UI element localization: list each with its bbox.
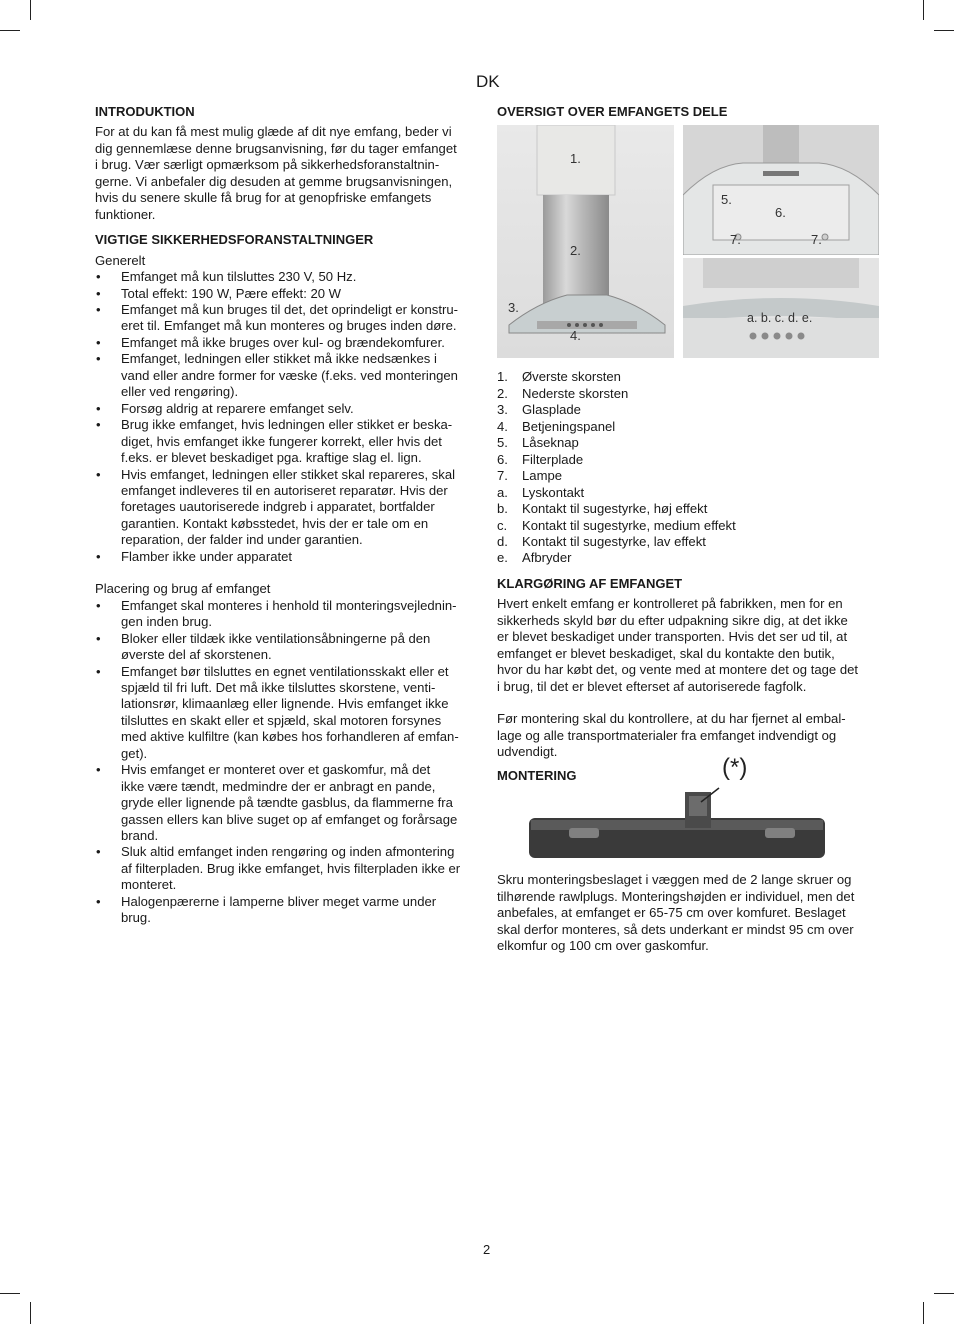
- control-panel-illustration: [683, 258, 879, 358]
- callout-label: 3.: [508, 300, 519, 316]
- list-item: • Flamber ikke under apparatet: [95, 549, 481, 565]
- list-item: e. Afbryder: [497, 550, 572, 566]
- list-item: • Brug ikke emfanget, hvis ledningen eller stikket er beska- diget, hvis emfanget ikke fungerer korrekt, eller hvis det f.eks. er blevet beskadiget pga. kraftige slag el. lign.: [95, 417, 481, 466]
- list-item: • Bloker eller tildæk ikke ventilationsåbningerne på den øverste del af skorstenen.: [95, 631, 481, 664]
- list-item: • Total effekt: 190 W, Pære effekt: 20 W: [95, 286, 481, 302]
- list-item: 1. Øverste skorsten: [497, 369, 621, 385]
- mount-heading: MONTERING: [497, 768, 577, 784]
- list-item: 3. Glasplade: [497, 402, 581, 418]
- list-item: a. Lyskontakt: [497, 484, 585, 500]
- list-item: 5. Låseknap: [497, 435, 579, 451]
- parts-list: [497, 369, 881, 566]
- list-item: • Emfanget må ikke bruges over kul- og brændekomfurer.: [95, 335, 481, 351]
- mounting-bracket-illustration: [497, 768, 881, 866]
- hood-illustration: [497, 125, 674, 358]
- crop-mark: [934, 1293, 954, 1294]
- hood-photo: [497, 125, 674, 358]
- parts-photos: [497, 125, 881, 361]
- callout-label: 7.: [811, 232, 822, 248]
- mounting-section: [497, 754, 881, 866]
- left-column: [95, 104, 481, 927]
- list-item: • Emfanget må kun tilsluttes 230 V, 50 Hz.: [95, 269, 481, 285]
- list-item: • Hvis emfanget er monteret over et gaskomfur, må det ikke være tændt, medmindre der er anbragt en pande, gryde eller lignende på tændte gasblus, da flammerne fra gassen ellers kan blive suget op af emfanget og forårsage brand.: [95, 762, 481, 844]
- placement-list: [95, 598, 481, 927]
- underside-illustration: [683, 125, 879, 255]
- crop-mark: [0, 1293, 20, 1294]
- list-item: d. Kontakt til sugestyrke, lav effekt: [497, 533, 706, 549]
- language-code: DK: [476, 72, 500, 91]
- list-item: • Emfanget, ledningen eller stikket må ikke nedsænkes i vand eller andre former for væske (f.eks. ved monteringen eller ved rengøring).: [95, 351, 481, 400]
- crop-mark: [0, 30, 20, 31]
- list-item: • Emfanget skal monteres i henhold til monteringsvejlednin- gen inden brug.: [95, 598, 481, 631]
- list-item: 4. Betjeningspanel: [497, 418, 616, 434]
- safety-heading: VIGTIGE SIKKERHEDSFORANSTALTNINGER: [95, 232, 374, 248]
- list-item: • Hvis emfanget, ledningen eller stikket skal repareres, skal emfanget indleveres til en autoriseret reparatør. Hvis der foretages uautoriserede indgreb i apparatet, bortfalder garantien. Kontakt købsstedet, hvis der er tale om en reparation, der falder ind under garantien.: [95, 467, 481, 549]
- list-item: 2. Nederste skorsten: [497, 385, 629, 401]
- crop-mark: [30, 0, 31, 20]
- right-column: [497, 104, 881, 955]
- control-panel-photo: [683, 258, 879, 358]
- crop-mark: [934, 30, 954, 31]
- list-item: 6. Filterplade: [497, 451, 584, 467]
- underside-photo: [683, 125, 879, 255]
- list-item: • Emfanget må kun bruges til det, det oprindeligt er konstru- eret til. Emfanget må kun monteres og bruges inden døre.: [95, 302, 481, 335]
- callout-label: 5.: [721, 192, 732, 208]
- prep-paragraph: Hvert enkelt emfang er kontrolleret på fabrikken, men for en sikkerheds skyld bør du efter udpakning sikre dig, at det ikke er blevet beskadiget under transporten. Hvis det ser ud til, at emfanget er blevet beskadiget, skal du kontakte den butik, hvor du har købt det, og vente med at montere det og tage det i brug, til det er blevet efterset af autoriserede fagfolk.: [497, 596, 859, 694]
- callout-label: 1.: [570, 151, 581, 167]
- bracket-marker: (*): [722, 754, 748, 782]
- general-label: Generelt: [95, 252, 146, 268]
- callout-label: 4.: [570, 328, 581, 344]
- crop-mark: [30, 1302, 31, 1324]
- callout-label: 2.: [570, 243, 581, 259]
- list-item: c. Kontakt til sugestyrke, medium effekt: [497, 517, 736, 533]
- callout-label: 6.: [775, 205, 786, 221]
- list-item: • Sluk altid emfanget inden rengøring og inden afmontering af filterpladen. Brug ikke emfanget, hvis filterpladen ikke er monteret.: [95, 844, 481, 893]
- callout-label: 7.: [730, 232, 741, 248]
- placement-label: Placering og brug af emfanget: [95, 581, 271, 597]
- list-item: b. Kontakt til sugestyrke, høj effekt: [497, 501, 708, 517]
- callout-label: a. b. c. d. e.: [747, 311, 813, 326]
- general-safety-list: [95, 269, 481, 565]
- page-number: 2: [483, 1242, 491, 1257]
- overview-heading: OVERSIGT OVER EMFANGETS DELE: [497, 104, 728, 119]
- prep-heading: KLARGØRING AF EMFANGET: [497, 575, 683, 591]
- list-item: • Halogenpærerne i lamperne bliver meget varme under brug.: [95, 894, 481, 927]
- list-item: • Emfanget bør tilsluttes en egnet ventilationsskakt eller et spjæld til fri luft. Det må ikke tilsluttes skorstene, venti- lationsrør, klimaanlæg eller lignende. Hvis emfanget ikke tilsluttes en skakt eller et spjæld, skal motoren forsynes med aktive kulfiltre (kan købes hos forhandleren af emfan- get).: [95, 664, 481, 763]
- list-item: • Forsøg aldrig at reparere emfanget selv.: [95, 401, 481, 417]
- crop-mark: [923, 0, 924, 20]
- crop-mark: [923, 1302, 924, 1324]
- mount-paragraph: Skru monteringsbeslaget i væggen med de 2 lange skruer og tilhørende rawlplugs. Monteringshøjden er individuel, men det anbefales, at emfanget er 65-75 cm over komfuret. Beslaget skal derfor monteres, så dets underkant er mindst 95 cm over elkomfur og 100 cm over gaskomfur.: [497, 872, 855, 954]
- list-item: 7. Lampe: [497, 468, 563, 484]
- prep-paragraph: Før montering skal du kontrollere, at du har fjernet al embal- lage og alle transportmaterialer fra emfanget indvendigt og udvendigt.: [497, 711, 846, 759]
- intro-paragraph: For at du kan få mest mulig glæde af dit nye emfang, beder vi dig gennemlæse denne brugsanvisning, før du tager emfanget i brug. Vær særligt opmærksom på sikkerhedsforanstaltnin- gerne. Vi anbefaler dig desuden at gemme brugsanvisningen, hvis du senere skulle få brug for at genopfriske emfangets funktioner.: [95, 124, 457, 222]
- intro-heading: INTRODUKTION: [95, 104, 195, 119]
